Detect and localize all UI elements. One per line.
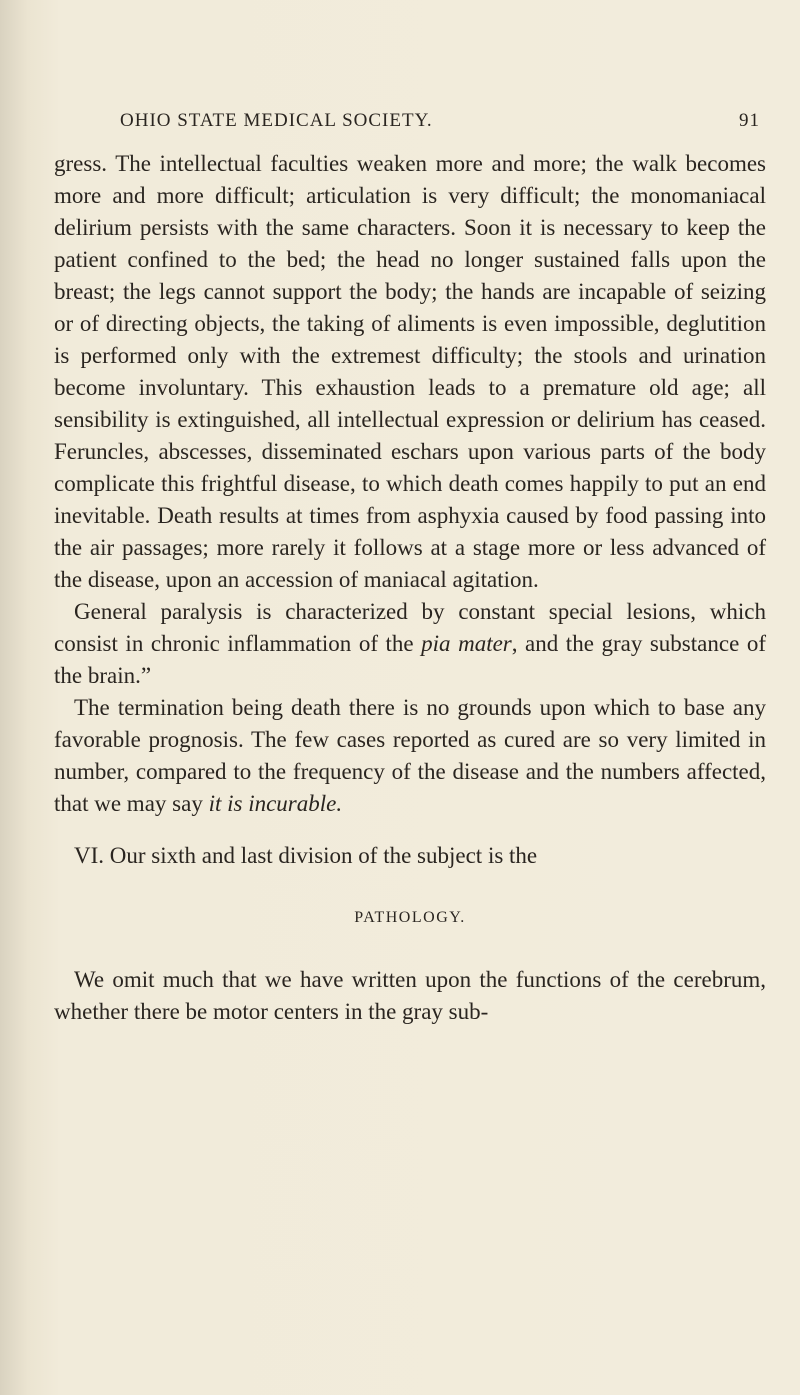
spacer (54, 820, 766, 840)
paragraph-pathology: We omit much that we have written upon the functions of the cerebrum, whether there be motor centers in the gray sub- (54, 967, 766, 1024)
paragraph-termination (54, 692, 766, 820)
paragraph-continuation: gress. The intellectual faculties weaken more and more; the walk becomes more and more difficult; articulation is very difficult; the monomaniacal delirium persists with the same characters. Soon it is necessary to keep the patient confined to the bed; the head no longer sustained falls upon the breast; the legs cannot support the body; the hands are incapable of seizing or of directing objects, the taking of aliments is even impossible, deglutition is performed only with the extremest difficulty; the stools and urination become involuntary. This exhaustion leads to a premature old age; all sensibility is extinguished, all intellectual expression or delirium has ceased. Feruncles, abscesses, disseminated eschars upon various parts of the body complicate this frightful disease, to which death comes happily to put an end inevitable. Death results at times from asphyxia caused by food passing into the air passages; more rarely it follows at a stage more or less advanced of the disease, upon an accession of maniacal agitation. (54, 151, 766, 592)
page-number: 91 (739, 110, 760, 131)
text-span: The termination being death there is no grounds upon which to base any favorable prognosis. The few cases reported as cured are so very limited in number, compared to the frequency of the disease and the numbers affected, that we may say (54, 695, 766, 816)
paragraph-general-paralysis (54, 596, 766, 692)
italic-term: pia mater (421, 631, 512, 656)
text-span: General paralysis is characterized by constant special lesions, which consist in chronic inflammation of the (54, 599, 766, 656)
italic-conclusion: it is incurable. (208, 791, 343, 816)
running-title: OHIO STATE MEDICAL SOCIETY. (120, 110, 433, 131)
section-heading: PATHOLOGY. (354, 909, 466, 926)
text-span: , and the gray substance of the brain.” (54, 631, 766, 688)
body-text (54, 148, 766, 1028)
paragraph-division-six: VI. Our sixth and last division of the subject is the (74, 843, 538, 868)
